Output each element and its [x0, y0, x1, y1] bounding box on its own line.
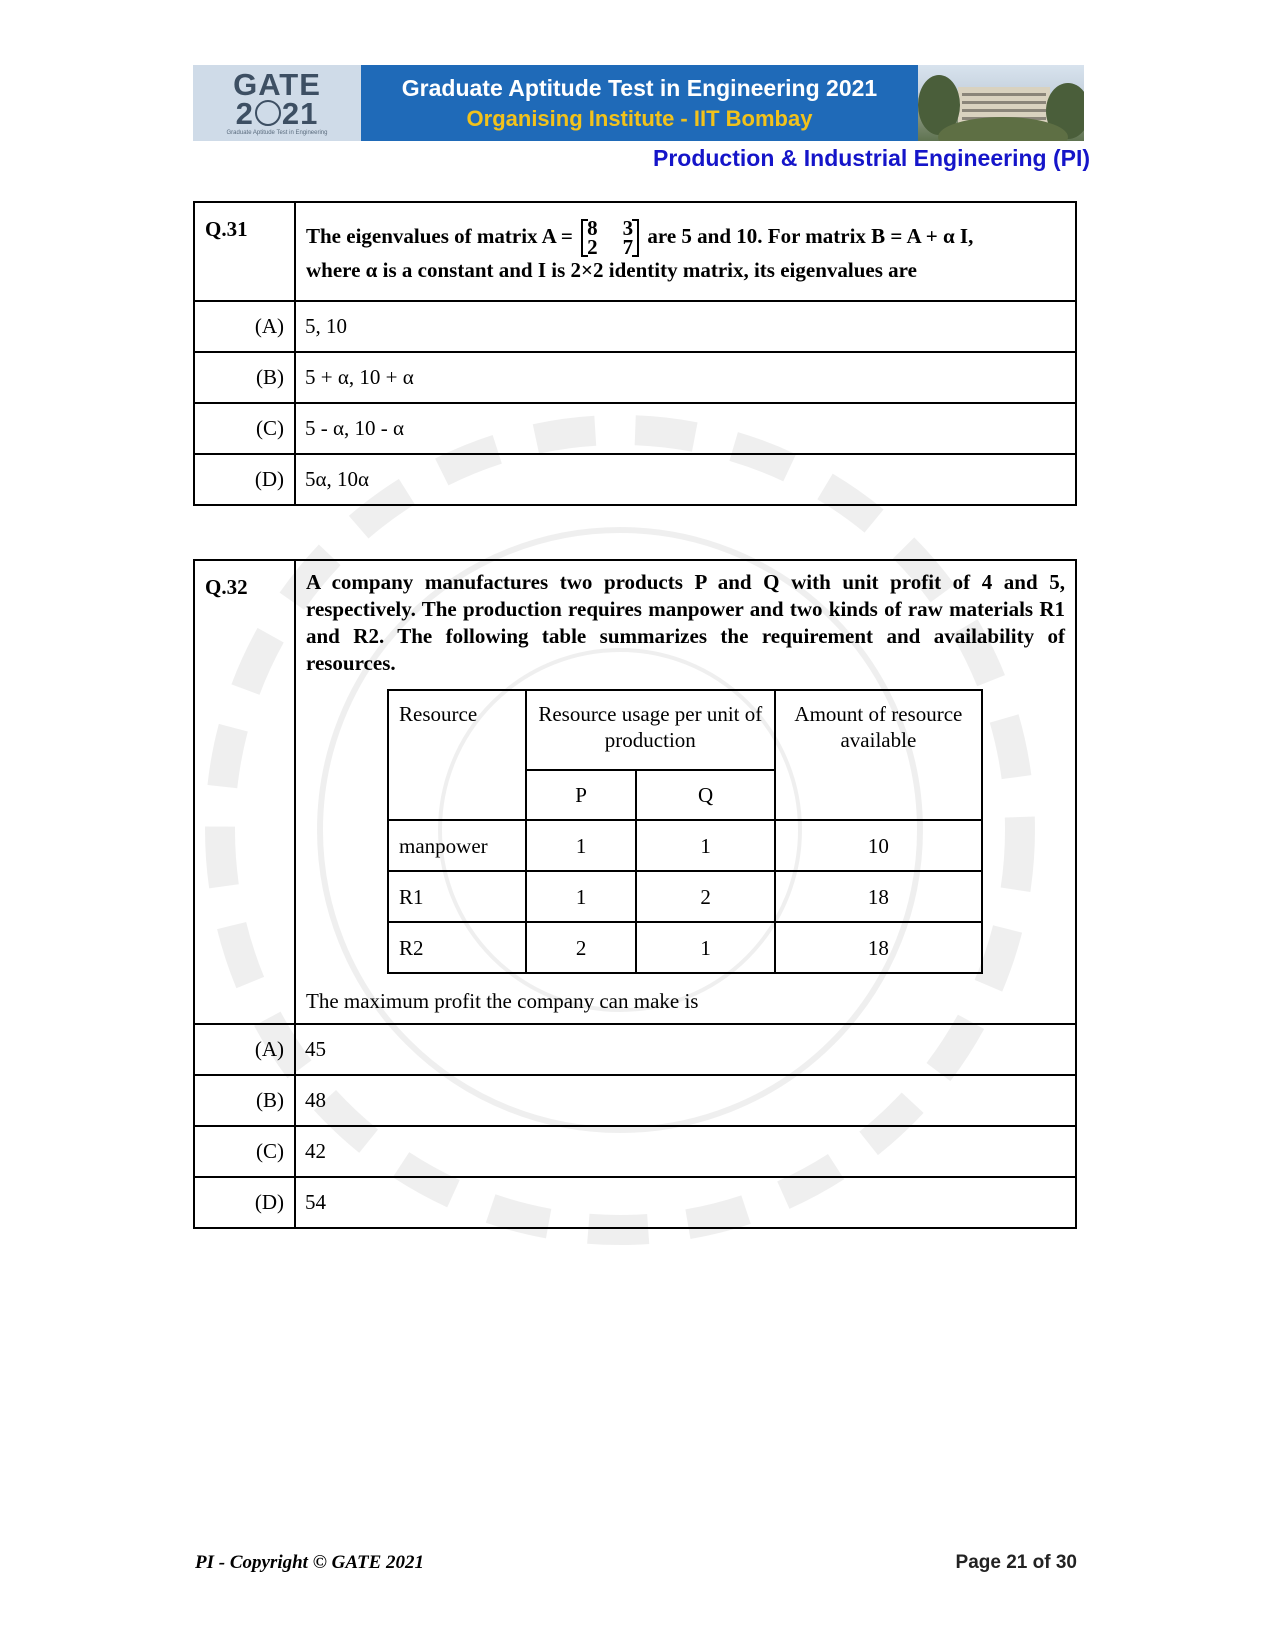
option-label: (C): [194, 1126, 295, 1177]
option-label: (D): [194, 1177, 295, 1228]
header-title: [361, 65, 918, 141]
campus-photo: [918, 65, 1084, 141]
option-a[interactable]: [194, 1024, 1076, 1075]
option-c[interactable]: [194, 1126, 1076, 1177]
table-row: [388, 820, 982, 871]
cell-amount: 18: [775, 871, 982, 922]
cell-amount: 10: [775, 820, 982, 871]
option-b[interactable]: [194, 352, 1076, 403]
option-text: 5 - α, 10 - α: [295, 403, 1076, 454]
gate-logo: [193, 65, 361, 141]
option-label: (A): [194, 1024, 295, 1075]
cell-q: 2: [636, 871, 774, 922]
cell-amount: 18: [775, 922, 982, 973]
logo-year: 2 21: [235, 95, 319, 131]
emblem-icon: [255, 100, 281, 126]
question-prompt: The maximum profit the company can make is: [306, 989, 699, 1013]
cell-p: 1: [526, 871, 637, 922]
option-label: (B): [194, 1075, 295, 1126]
cell-resource: R2: [388, 922, 526, 973]
cell-p: 2: [526, 922, 637, 973]
cell-resource: manpower: [388, 820, 526, 871]
option-text: 42: [295, 1126, 1076, 1177]
header-banner: [193, 65, 1084, 141]
footer-page-number: Page 21 of 30: [955, 1552, 1077, 1573]
cell-q: 1: [636, 820, 774, 871]
option-text: 5 + α, 10 + α: [295, 352, 1076, 403]
option-label: (D): [194, 454, 295, 505]
institute-title: Organising Institute - IIT Bombay: [466, 105, 813, 131]
table-row: [388, 922, 982, 973]
header-amount: Amount of resource available: [775, 690, 982, 820]
subject-title: Production & Industrial Engineering (PI): [652, 145, 1090, 171]
cell-resource: R1: [388, 871, 526, 922]
header-resource: Resource: [388, 690, 526, 820]
question-text: [295, 560, 1076, 1024]
question-paragraph: A company manufactures two products P and Q with unit profit of 4 and 5, respectively. The production requires manpower and two kinds of raw materials R1 and R2. The following table summarizes the requirement and availability of resources.: [306, 570, 1065, 675]
question-number: Q.31: [194, 202, 295, 301]
option-b[interactable]: [194, 1075, 1076, 1126]
cell-p: 1: [526, 820, 637, 871]
footer-copyright: PI - Copyright © GATE 2021: [195, 1552, 425, 1573]
option-text: 45: [295, 1024, 1076, 1075]
option-label: (B): [194, 352, 295, 403]
cell-q: 1: [636, 922, 774, 973]
option-d[interactable]: [194, 454, 1076, 505]
question-31: [193, 201, 1077, 506]
option-text: 48: [295, 1075, 1076, 1126]
resource-table: [387, 689, 983, 974]
option-d[interactable]: [194, 1177, 1076, 1228]
question-32: [193, 559, 1077, 1229]
header-usage: Resource usage per unit of production: [526, 690, 775, 770]
option-label: (A): [194, 301, 295, 352]
header-p: P: [526, 770, 637, 820]
option-text: 5α, 10α: [295, 454, 1076, 505]
exam-title: Graduate Aptitude Test in Engineering 2021: [401, 74, 878, 101]
option-text: 54: [295, 1177, 1076, 1228]
logo-text: GATE: [233, 66, 321, 102]
matrix-a: 8 3 2 7: [581, 219, 639, 257]
option-c[interactable]: [194, 403, 1076, 454]
header-q: Q: [636, 770, 774, 820]
table-row: [388, 871, 982, 922]
option-text: 5, 10: [295, 301, 1076, 352]
logo-subtext: Graduate Aptitude Test in Engineering: [226, 130, 328, 137]
question-text: The eigenvalues of matrix A = 8 3 2 7 are 5 and 10. For matrix B = A + α I, where α is a constant and I is 2×2 identity matrix, its eigenvalues are: [295, 202, 1076, 301]
option-label: (C): [194, 403, 295, 454]
question-number: Q.32: [194, 560, 295, 1024]
option-a[interactable]: [194, 301, 1076, 352]
